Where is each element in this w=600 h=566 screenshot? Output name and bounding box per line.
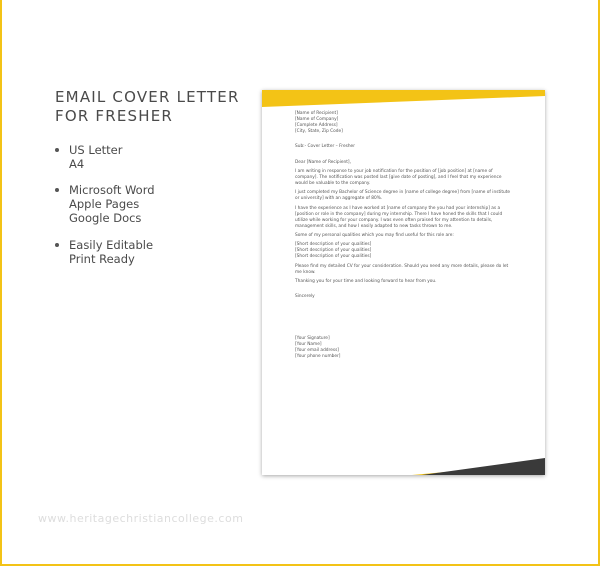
page-title bbox=[55, 88, 240, 126]
signature-line: [Your email address] bbox=[295, 348, 339, 354]
feature-line: Microsoft Word bbox=[69, 183, 155, 197]
feature-line: Print Ready bbox=[69, 252, 135, 266]
signature-line: [Your phone number] bbox=[295, 354, 341, 360]
paragraph: Please find my detailed CV for your consideration. Should you need any more details, please do let me know. bbox=[295, 263, 509, 275]
paragraph: Some of my personal qualities which you may find useful for this role are: bbox=[295, 232, 454, 238]
bottom-dark-band bbox=[422, 458, 545, 475]
subject-line: Sub:- Cover Letter – Fresher bbox=[295, 144, 355, 150]
greeting: Dear [Name of Recipient], bbox=[295, 159, 351, 165]
recipient-line: [Name of Recipient] bbox=[295, 111, 338, 116]
bullet-icon bbox=[55, 148, 59, 152]
title-line-1: EMAIL COVER LETTER bbox=[55, 88, 240, 106]
paragraph: I just completed my Bachelor of Science degree in [name of college degree] from [name of institute or university] with an aggregate of 80%. bbox=[295, 190, 511, 202]
paragraph: I have the experience as I have worked at [name of company the you had your internship] as a [position or role in the company] during my internship. There I have honed the skills that I could utilize while working for your company. I was even often praised for my attention to details, management skills, and how I easily adapted to new tasks thrown to me. bbox=[295, 205, 503, 229]
top-yellow-band bbox=[262, 90, 545, 107]
recipient-line: [City, State, Zip Code] bbox=[295, 129, 343, 135]
watermark-text: www.heritagechristiancollege.com bbox=[38, 512, 244, 525]
quality-item: [Short description of your qualities] bbox=[295, 242, 372, 248]
recipient-line: [Complete Address] bbox=[295, 123, 338, 129]
feature-line: A4 bbox=[69, 157, 85, 171]
recipient-line: [Name of Company] bbox=[295, 117, 339, 123]
letter-preview-page bbox=[262, 90, 545, 475]
title-line-2: FOR FRESHER bbox=[55, 107, 174, 125]
quality-item: [Short description of your qualities] bbox=[295, 248, 372, 254]
signature-block bbox=[295, 336, 513, 360]
paragraph: Thanking you for your time and looking forward to hear from you. bbox=[295, 278, 437, 284]
closing: Sincerely bbox=[295, 294, 315, 299]
paragraph: I am writing in response to your job notification for the position of [job position] at [name of company]. The notification was posted last [give date of posting], and I feel that my experience would be valuable to the company. bbox=[295, 168, 502, 187]
feature-line: Apple Pages bbox=[69, 197, 140, 211]
letter-body bbox=[295, 111, 513, 364]
quality-item: [Short description of your qualities] bbox=[295, 254, 372, 260]
feature-line: Google Docs bbox=[69, 211, 142, 225]
bullet-icon bbox=[55, 188, 59, 192]
signature-line: [Your Name] bbox=[295, 342, 322, 348]
recipient-block bbox=[295, 111, 513, 135]
bullet-icon bbox=[55, 243, 59, 247]
qualities-list bbox=[295, 242, 513, 260]
feature-line: Easily Editable bbox=[69, 238, 154, 252]
feature-line: US Letter bbox=[69, 143, 123, 157]
signature-line: [Your Signature] bbox=[295, 336, 330, 342]
